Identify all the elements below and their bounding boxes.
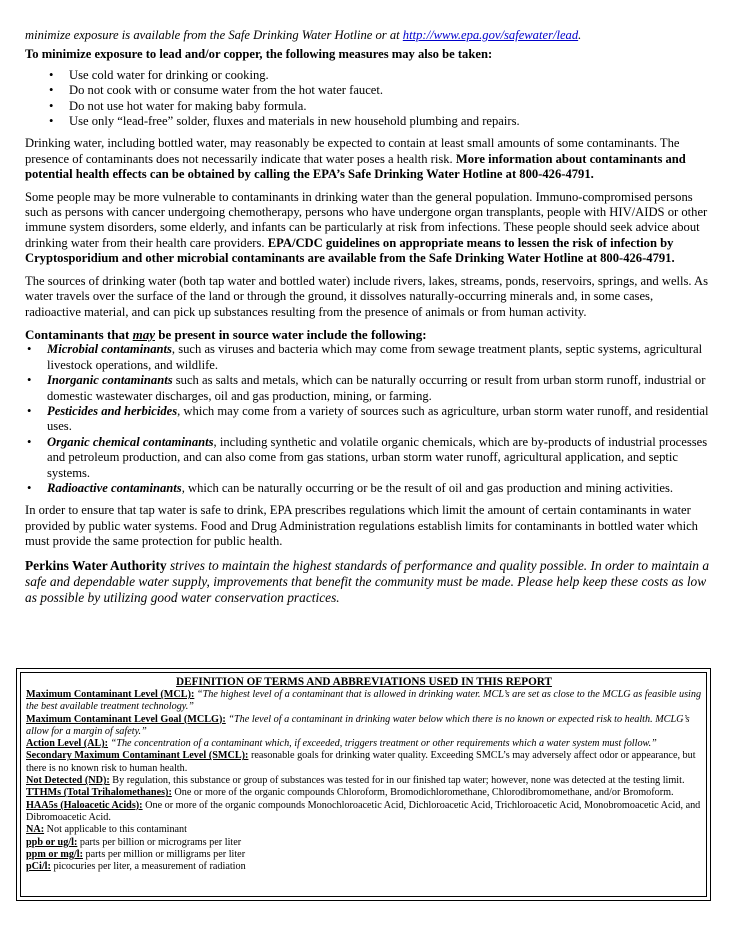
para1-text: Drinking water, including bottled water, may reasonably be expected to contain at least small amounts of some contaminants. The presence of contaminants does not necessarily indicate that water poses a health risk. [25, 136, 680, 166]
definition-term: HAA5s (Haloacetic Acids): [26, 799, 143, 811]
contaminant-item [47, 373, 710, 404]
contaminant-item [47, 342, 710, 373]
minimize-heading: To minimize exposure to lead and/or copper, the following measures may also be taken: [25, 47, 493, 62]
contaminant-desc: , including synthetic and volatile organic chemicals, which are by-products of industrial processes and petroleum production, and can also come from gas stations, urban storm water runoff, agricultural application, and septic systems. [47, 434, 708, 480]
intro-line [25, 28, 710, 43]
definition-text: “The concentration of a contaminant which, if exceeded, triggers treatment or other requirements which a water system must follow.” [108, 738, 657, 750]
measure-item: • Do not cook with or consume water from the hot water faucet. [69, 83, 710, 98]
definition-term: Maximum Contaminant Level Goal (MCLG): [26, 713, 226, 725]
definition-term: Secondary Maximum Contaminant Level (SMCL): [26, 750, 249, 762]
definition-text: parts per billion or micrograms per liter [77, 836, 242, 848]
definitions-title: DEFINITION OF TERMS AND ABBREVIATIONS USED IN THIS REPORT [176, 676, 552, 688]
measures-list [25, 68, 710, 130]
definition-row [26, 849, 702, 861]
intro-text: minimize exposure is available from the Safe Drinking Water Hotline or at [25, 28, 403, 42]
definition-text: picocuries per liter, a measurement of radiation [50, 861, 246, 873]
definition-text: “The highest level of a contaminant that is allowed in drinking water. MCL’s are set as close to the MCLG as feasible using the best available treatment technology.” [26, 689, 702, 713]
contaminants-heading [25, 327, 710, 342]
measure-item: • Do not use hot water for making baby formula. [69, 99, 710, 114]
definition-term: Not Detected (ND): [26, 775, 110, 787]
definition-term: Maximum Contaminant Level (MCL): [26, 689, 195, 700]
definition-text: One or more of the organic compounds Monochloroacetic Acid, Dichloroacetic Acid, Trichloroacetic Acid, Monobromoacetic Acid, and Dibromoacetic Acid. [26, 799, 701, 823]
definition-text: Not applicable to this contaminant [44, 824, 187, 836]
epa-lead-link[interactable]: http://www.epa.gov/safewater/lead [402, 28, 579, 42]
definition-row [26, 750, 702, 775]
water-sources-paragraph: The sources of drinking water (both tap water and bottled water) include rivers, lakes, streams, ponds, reservoirs, springs, and wells. As water travels over the surface of the land or through the ground, it dissolves naturally-occurring minerals and, in some cases, radioactive material, and can pick up substances resulting from the presence of animals or from human activity. [25, 273, 709, 319]
definitions-box [16, 668, 711, 901]
definition-row [26, 775, 702, 787]
contaminant-desc: , which may come from a variety of sources such as agriculture, urban storm water runoff, and residential uses. [47, 403, 709, 434]
definition-row [26, 787, 702, 799]
para1-hotline-text: More information about contaminants and potential health effects can be obtained by calling the EPA’s Safe Drinking Water Hotline at 800-426-4791. [25, 151, 686, 182]
contaminant-desc: such as salts and metals, which can be naturally occurring or result from urban storm runoff, industrial or domestic wastewater discharges, oil and gas production, mining, or farming. [47, 373, 706, 403]
measure-item: • Use cold water for drinking or cooking. [69, 68, 710, 83]
vulnerable-persons-paragraph [25, 190, 710, 267]
contaminant-desc: , such as viruses and bacteria which may come from sewage treatment plants, septic systems, agricultural livestock operations, and wildlife. [47, 342, 703, 372]
contaminant-term: Organic chemical contaminants [47, 434, 214, 449]
para2-guidelines-text: EPA/CDC guidelines on appropriate means to lessen the risk of infection by Cryptosporidium and other microbial contaminants are available from the Safe Drinking Water Hotline at 800-426-4791. [25, 235, 675, 266]
definition-row [26, 861, 702, 873]
measure-item: • Use only “lead-free” solder, fluxes and materials in new household plumbing and repairs. [69, 114, 710, 129]
definition-term: Action Level (AL): [26, 738, 109, 750]
definition-term: pCi/l: [26, 861, 51, 873]
definition-text: One or more of the organic compounds Chloroform, Bromodichloromethane, Chlorodibromomethane, and/or Bromoform. [171, 787, 674, 799]
contaminants-heading-pre: Contaminants that [25, 326, 133, 342]
contaminant-desc: , which can be naturally occurring or be the result of oil and gas production and mining activities. [181, 480, 674, 495]
contaminant-term: Microbial contaminants [47, 342, 172, 357]
contaminant-term: Inorganic contaminants [47, 373, 173, 388]
contaminants-list [25, 342, 710, 496]
definitions-box-inner [20, 672, 707, 897]
contaminant-item [47, 404, 710, 435]
definition-term: NA: [26, 824, 45, 836]
definition-text: reasonable goals for drinking water quality. Exceeding SMCL’s may adversely affect odor or appearance, but there is no known risk to human health. [26, 750, 696, 774]
definition-row [26, 824, 702, 836]
definition-row [26, 689, 702, 714]
definition-text: By regulation, this substance or group of substances was tested for in our finished tap water; however, none was detected at the testing limit. [109, 775, 685, 787]
definition-term: ppb or ug/l: [26, 836, 78, 848]
contaminants-heading-may: may [132, 326, 156, 342]
contaminants-heading-post: be present in source water include the following: [155, 326, 427, 342]
definition-text: “The level of a contaminant in drinking water below which there is no known or expected risk to health. MCLG’s allow for a margin of safety.” [26, 713, 690, 737]
intro-end: . [578, 28, 582, 42]
para2-text: Some people may be more vulnerable to contaminants in drinking water than the general population. Immuno-compromised persons such as persons with cancer undergoing chemotherapy, persons who have undergone organ transplants, people with HIV/AIDS or other immune system disorders, some elderly, and infants can be particularly at risk from infections. These people should seek advice about drinking water from their health care providers. [25, 189, 708, 250]
contaminants-info-paragraph [25, 136, 710, 182]
contaminant-term: Radioactive contaminants [47, 480, 182, 495]
epa-regulations-paragraph: In order to ensure that tap water is safe to drink, EPA prescribes regulations which limit the amount of certain contaminants in water provided by public water systems. Food and Drug Administration regulations establish limits for contaminants in bottled water which must provide the same protection for public health. [25, 503, 698, 549]
definition-row [26, 714, 702, 739]
perkins-statement [25, 558, 710, 607]
document-body [25, 28, 710, 607]
definition-term: ppm or mg/l: [26, 848, 83, 860]
contaminant-item [47, 481, 710, 496]
definition-row [26, 738, 702, 750]
contaminant-term: Pesticides and herbicides [47, 403, 178, 418]
contaminant-item [47, 435, 710, 481]
perkins-statement-text: strives to maintain the highest standards of performance and quality possible. In order to maintain a safe and dependable water supply, improvements that benefit the community must be made. Please help keep these costs as low as possible by utilizing good water conservation practices. [25, 557, 710, 606]
definition-row [26, 800, 702, 825]
definition-term: TTHMs (Total Trihalomethanes): [26, 787, 172, 799]
definition-text: parts per million or milligrams per liter [82, 848, 246, 860]
definition-row [26, 837, 702, 849]
perkins-org-name: Perkins Water Authority [25, 557, 167, 573]
